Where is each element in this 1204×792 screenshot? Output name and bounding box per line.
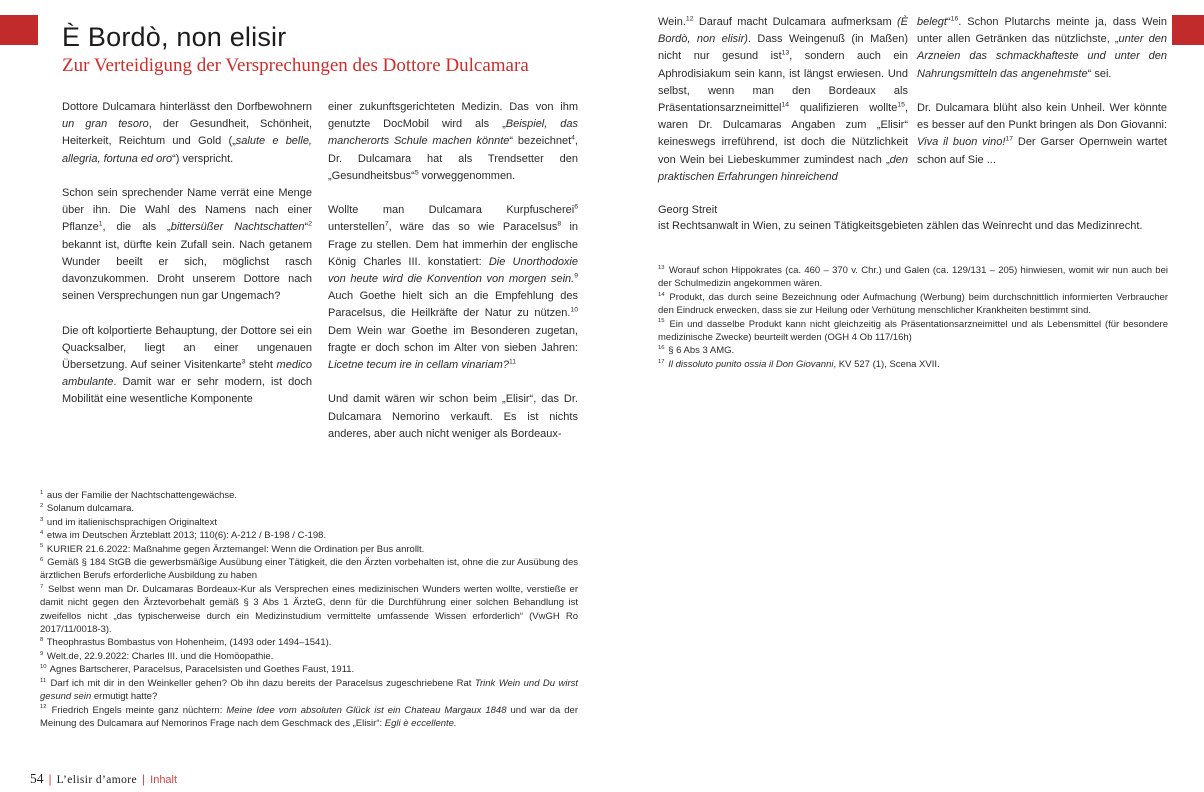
author-bio: ist Rechtsanwalt in Wien, zu seinen Tätigkeitsgebieten zählen das Weinrecht und das Medizinrecht.: [658, 219, 1143, 232]
footer-link-inhalt[interactable]: Inhalt: [150, 774, 178, 786]
footnotes-left-page: [40, 489, 578, 730]
article-column-3: [658, 14, 908, 186]
footnote-5: $^5$ KURIER 21.6.2022: Maßnahme gegen Ärztemangel: Wenn die Ordination per Bus anrollt.: [40, 543, 425, 555]
footnote-8: $^8$ Theophrastus Bombastus von Hohenheim, (1493 oder 1494–1541).: [40, 637, 332, 649]
footnote-16: $^{16}$ § 6 Abs 3 AMG.: [658, 345, 735, 357]
footnote-14: $^{14}$ Produkt, das durch seine Bezeichnung oder Aufmachung (Werbung) beim durchschnittlich informierten Verbraucher den Eindruck erwecken, dass sie zur Heilung oder Verhütung menschlicher Krankheiten bestimmt sind.: [658, 291, 1168, 317]
article-column-1: [62, 99, 312, 409]
footnote-7: $^7$ Selbst wenn man Dr. Dulcamaras Bordeaux-Kur als Versprechen eines medizinischen Wunders werten wollte, verstieße er damit nicht gegen den Ärztevorbehalt gemäß § 3 Abs 1 ÄrzteG, denn für die Durchführung einer solchen Behandlung ist zweifellos nicht „das typischerweise durch ein Medizinstudium vermittelte umfassende Wissen erforderlich“ (VwGH Ro 2017/11/0018-3).: [40, 583, 579, 636]
page-subtitle: Zur Verteidigung der Versprechungen des Dottore Dulcamara: [62, 55, 529, 76]
footer-separator: |: [48, 772, 52, 786]
red-corner-mark-right: [1172, 15, 1204, 45]
footnote-6: $^6$ Gemäß § 184 StGB die gewerbsmäßige Ausübung einer Tätigkeit, die den Ärzten vorbehalten ist, ohne die zur Ausübung des ärztlichen Berufs erforderliche Ausbildung zu haben: [40, 556, 579, 582]
footnote-2: $^2$ Solanum dulcamara.: [40, 503, 135, 515]
article-column-4: [917, 14, 1167, 169]
page-number: 54: [30, 771, 44, 786]
paragraph: belegt“$^{16}$. Schon Plutarchs meinte ja, dass Wein unter allen Getränken das nützlichste, „unter den Arzneien das schmackhafteste und unter den Nahrungsmitteln das angenehmste“ sei.: [917, 15, 1168, 80]
author-name: Georg Streit: [658, 204, 718, 216]
footnote-9: $^9$ Welt.de, 22.9.2022: Charles III. und die Homöopathie.: [40, 650, 274, 662]
paragraph: Schon sein sprechender Name verrät eine Menge über ihn. Die Wahl des Namens nach einer Pflanze$^1$, die als „bittersüßer Nachtschatten“$^2$ bekannt ist, dürfte kein Zufall sein. Nach getanem Wunder beeilt er sich, möglichst rasch davonzukommen. Droht unserem Dottore nach seinen Versprechungen nun gar Ungemach?: [62, 187, 312, 303]
paragraph: Dr. Dulcamara blüht also kein Unheil. Wer könnte es besser auf den Punkt bringen als Don Giovanni: Viva il buon vino!$^{17}$ Der Garser Opernwein wartet schon auf Sie ...: [917, 102, 1167, 166]
footnote-4: $^4$ etwa im Deutschen Ärzteblatt 2013; 110(6): A-212 / B-198 / C-198.: [40, 530, 327, 542]
paragraph: Und damit wären wir schon beim „Elisir“, das Dr. Dulcamara Nemorino verkauft. Es ist nichts anderes, aber auch nicht weniger als Bordeaux-: [328, 393, 578, 440]
paragraph: Dottore Dulcamara hinterlässt den Dorfbewohnern un gran tesoro, der Gesundheit, Schönheit, Heiterkeit, Reichtum und Gold („salute e belle, allegria, fortuna ed oro“) verspricht.: [62, 101, 312, 165]
footnote-1: $^1$ aus der Familie der Nachtschattengewächse.: [40, 489, 238, 501]
footnote-15: $^{15}$ Ein und dasselbe Produkt kann nicht gleichzeitig als Präsentationsarzneimittel und als Lebensmittel (für besondere medizinische Zwecke) beurteilt werden (OGH 4 Ob 117/16h): [658, 318, 1169, 344]
footer-separator: |: [142, 772, 146, 786]
footnote-12: $^{12}$ Friedrich Engels meinte ganz nüchtern: Meine Idee vom absoluten Glück ist ein Chateau Margaux 1848 und war da der Meinung des Dulcamara auf Nemorinos Frage nach dem Geschmack des „Elisir“: Egli è eccellente.: [40, 704, 578, 729]
article-column-2: [328, 99, 578, 443]
footnote-13: $^{13}$ Worauf schon Hippokrates (ca. 460 – 370 v. Chr.) und Galen (ca. 129/131 – 205) hinwiesen, womit wir nun auch bei der Schulmedizin angekommen wären.: [658, 264, 1168, 290]
paragraph: Die oft kolportierte Behauptung, der Dottore sei ein Quacksalber, liegt an einer ungenauen Übersetzung. Auf seiner Visitenkarte$^3$ steht medico ambulante. Damit war er sehr modern, ist doch Mobilität eine wesentliche Komponente: [62, 324, 313, 406]
author-block: [658, 203, 1142, 234]
page-footer: [30, 771, 177, 787]
footnote-10: $^{10}$ Agnes Bartscherer, Paracelsus, Paracelsisten und Goethes Faust, 1911.: [40, 664, 355, 676]
publication-title: L’elisir d’amore: [56, 774, 138, 786]
red-corner-mark-left: [0, 15, 38, 45]
paragraph: Wollte man Dulcamara Kurpfuscherei$^6$ unterstellen$^7$, wäre das so wie Paracelsus$^8$ in Frage zu stellen. Dem hat immerhin der englische König Charles III. konstatiert: Die Unorthodoxie von heute wird die Konvention von morgen sein.$^9$ Auch Goethe hielt sich an die Empfehlung des Paracelsus, die Heilkräfte der Natur zu nützen.$^{10}$ Dem Wein war Goethe im Besonderen zugetan, fragte er doch schon im Alter von sieben Jahren: Licetne tecum ire in cellam vinariam?$^{11}$: [328, 203, 579, 372]
footnote-3: $^3$ und im italienischsprachigen Originaltext: [40, 516, 217, 528]
footnote-11: $^{11}$ Darf ich mit dir in den Weinkeller gehen? Ob ihn dazu bereits der Paracelsus zugeschriebene Rat Trink Wein und Du wirst gesund sein ermutigt hatte?: [40, 677, 578, 703]
footnote-17: $^{17}$ Il dissoluto punito ossia il Don Giovanni, KV 527 (1), Scena XVII.: [658, 358, 940, 370]
page-title: È Bordò, non elisir: [62, 22, 287, 52]
paragraph: Wein.$^{12}$ Darauf macht Dulcamara aufmerksam (È Bordò, non elisir). Dass Weingenuß (in Maßen) nicht nur gesund ist$^{13}$, sondern auch ein Aphrodisiakum sein kann, ist längst erwiesen. Und selbst, wenn man den Bordeaux als Präsentationsarzneimittel$^{14}$ qualifizieren wollte$^{15}$, waren Dr. Dulcamaras Angaben zum „Elisir“ keineswegs irreführend, ist doch die Nützlichkeit von Wein bei Liebeskummer zumindest nach „den praktischen Erfahrungen hinreichend: [658, 15, 909, 183]
paragraph: einer zukunftsgerichteten Medizin. Das von ihm genutzte DocMobil wird als „Beispiel, das mancherorts Schule machen könnte“ bezeichnet$^4$, Dr. Dulcamara hat als Trendsetter den „Gesundheitsbus“$^5$ vorweggenommen.: [328, 101, 578, 182]
footnotes-right-page: [658, 264, 1168, 371]
